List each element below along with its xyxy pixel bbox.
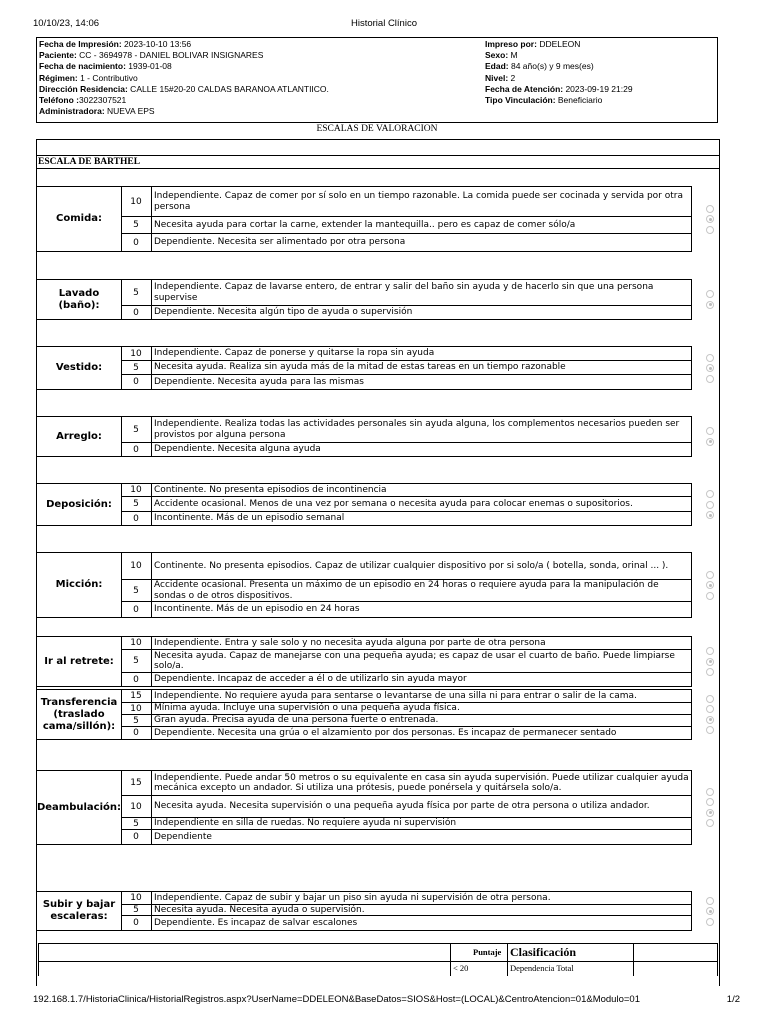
scale-option-row [121,690,691,703]
barthel-title: ESCALA DE BARTHEL [38,157,141,167]
print-datetime: 10/10/23, 14:06 [33,18,100,29]
category-name: Lavado (baño): [58,287,100,311]
option-score: 10 [130,703,142,714]
barthel-category [36,636,692,687]
option-radio[interactable] [706,301,714,309]
option-score: 0 [133,604,139,615]
option-radio[interactable] [706,205,714,213]
option-radio[interactable] [706,647,714,655]
scale-option-row [121,771,691,796]
option-radio[interactable] [706,668,714,676]
scale-option-row [121,443,691,456]
patient-field [39,39,329,50]
browser-header [33,18,735,32]
field-label: Edad: [485,61,509,72]
option-radio[interactable] [706,490,714,498]
option-description: Dependiente. Necesita algún tipo de ayuda o supervisión [154,307,413,318]
section-title: ESCALAS DE VALORACION [316,124,438,134]
option-radio[interactable] [706,907,714,915]
patient-field [39,50,329,61]
puntaje-header: Puntaje [473,947,502,957]
option-score: 5 [133,499,139,509]
option-description: Continente. No presenta episodios. Capaz de utilizar cualquier dispositivo por si solo/a ( botella, sonda, orinal ... ). [154,560,669,571]
option-description: Incontinente. Más de un episodio en 24 horas [154,604,360,615]
scale-option-row [121,280,691,306]
option-description: Independiente. Capaz de comer por sí solo en un tiempo razonable. La comida puede ser cocinada y servida por otra persona [154,191,683,212]
option-score: 5 [133,818,139,829]
field-value: DDELEON [536,39,581,49]
page-url: 192.168.1.7/HistoriaClinica/HistorialRegistros.aspx?UserName=DDELEON&BaseDatos=SIOS&Host=(LOCAL)&CentroAtencion=01&Modulo=01 [33,994,640,1005]
field-value: 3022307521 [78,95,127,106]
scale-option-row [121,234,691,251]
option-radio[interactable] [706,592,714,600]
scale-option-row [121,187,691,217]
option-description: Independiente. No requiere ayuda para sentarse o levantarse de una silla ni para entrar o salir de la cama. [154,690,637,701]
field-label: Dirección Residencia: [39,83,128,94]
patient-field [485,39,633,50]
option-radio[interactable] [706,501,714,509]
option-description: Independiente. Puede andar 50 metros o su equivalente en casa sin ayuda supervisión. Puede utilizar cualquier ayuda mecánica excepto un andador. Si utiliza una prótesis, puede ponérsela y quitársela solo/a. [154,772,689,793]
option-radio[interactable] [706,918,714,926]
option-description: Dependiente. Necesita ayuda para las mismas [154,376,364,387]
option-radio[interactable] [706,438,714,446]
option-description: Dependiente [154,831,212,842]
option-radio[interactable] [706,226,714,234]
field-label: Régimen: [39,72,78,83]
field-value: 1939-01-08 [125,61,172,72]
divider [36,168,720,169]
patient-field [39,84,329,95]
patient-field [485,50,633,61]
scale-option-row [121,217,691,234]
patient-field [485,61,633,72]
category-name: Vestido: [55,362,103,373]
option-description: Gran ayuda. Precisa ayuda de una persona fuerte o entrenada. [154,715,439,726]
scale-option-row [121,703,691,715]
option-description: Dependiente. Necesita alguna ayuda [154,444,321,455]
option-description: Independiente. Capaz de ponerse y quitarse la ropa sin ayuda [154,348,435,359]
scale-option-row [121,497,691,512]
field-value: CALLE 15#20-20 CALDAS BARANOA ATLANTIICO. [127,83,329,94]
scale-option-row [121,830,691,844]
page-number: 1/2 [726,994,740,1005]
scale-option-row [121,553,691,580]
option-description: Dependiente. Incapaz de acceder a él o de utilizarlo sin ayuda mayor [154,674,467,685]
field-value: M [508,50,518,61]
category-name: Subir y bajar escaleras: [42,899,116,922]
category-name: Deambulación: [36,801,122,813]
scale-option-row [121,484,691,497]
scale-option-row [121,796,691,818]
option-score: 10 [130,196,142,207]
option-radio[interactable] [706,788,714,796]
barthel-category [36,689,692,740]
option-description: Dependiente. Necesita ser alimentado por otra persona [154,237,406,248]
clasificacion-value: Dependencia Total [510,963,574,973]
option-radio[interactable] [706,364,714,372]
option-score: 5 [133,220,139,230]
option-score: 0 [133,918,139,928]
patient-field [39,106,329,117]
option-score: 10 [130,638,142,648]
option-description: Necesita ayuda. Capaz de manejarse con una pequeña ayuda; es capaz de usar el cuarto de baño. Puede limpiarse solo/a. [154,650,675,671]
category-name: Ir al retrete: [44,655,114,667]
scale-option-row [121,417,691,443]
category-name: Micción: [55,579,103,590]
puntaje-value: < 20 [453,963,469,973]
divider [36,155,720,156]
option-description: Independiente. Capaz de subir y bajar un piso sin ayuda ni supervisión de otra persona. [154,892,551,903]
option-radio[interactable] [706,658,714,666]
category-name: Arreglo: [56,430,102,442]
browser-footer [33,994,740,1008]
field-value: Beneficiario [555,95,603,106]
patient-info-right [485,39,633,106]
scale-option-row [121,650,691,673]
field-value: 84 año(s) y 9 mes(es) [508,61,594,72]
barthel-category [36,770,692,845]
option-description: Independiente. Capaz de lavarse entero, de entrar y salir del baño sin ayuda y de hacerlo sin que una persona supervise [154,282,654,303]
option-radio[interactable] [706,215,714,223]
scale-option-row [121,580,691,602]
option-score: 5 [133,362,139,373]
field-value: 1 - Contributivo [77,72,138,83]
barthel-category [36,552,692,618]
option-radio[interactable] [706,375,714,383]
barthel-category [36,186,692,252]
option-radio[interactable] [706,695,714,703]
patient-field [39,73,329,84]
scale-option-row [121,715,691,727]
option-radio[interactable] [706,716,714,724]
patient-info-left [39,39,329,117]
option-description: Independiente. Entra y sale solo y no necesita ayuda alguna por parte de otra persona [154,637,546,648]
option-description: Independiente. Realiza todas las actividades personales sin ayuda alguna, los complementos necesarios pueden ser provistos por alguna persona [154,419,680,440]
patient-field [485,73,633,84]
score-table [38,943,718,976]
option-description: Continente. No presenta episodios de incontinencia [154,484,387,495]
scale-option-row [121,375,691,389]
scale-option-row [121,905,691,916]
option-score: 10 [130,561,142,571]
category-name: Deposición: [46,498,112,510]
patient-field [485,95,633,106]
option-score: 10 [130,348,142,359]
option-score: 10 [130,485,142,495]
option-description: Necesita ayuda para cortar la carne, extender la mantequilla.. pero es capaz de comer sólo/a [154,219,576,230]
option-description: Independiente en silla de ruedas. No requiere ayuda ni supervisión [154,818,457,829]
option-description: Necesita ayuda. Necesita supervisión o una pequeña ayuda física por parte de otra persona o utiliza andador. [154,801,650,812]
option-description: Incontinente. Más de un episodio semanal [154,513,345,524]
scale-option-row [121,727,691,739]
barthel-category [36,346,692,390]
patient-field [39,61,329,72]
field-label: Paciente: [39,50,77,61]
field-label: Fecha de nacimiento: [39,61,126,72]
option-radio[interactable] [706,571,714,579]
scale-option-row [121,306,691,319]
scale-option-row [121,637,691,650]
scale-option-row [121,673,691,686]
field-value: CC - 3694978 - DANIEL BOLIVAR INSIGNARES [76,50,264,61]
option-score: 15 [130,778,142,788]
option-score: 10 [130,893,142,903]
field-value: 2023-10-10 13:56 [121,39,192,49]
option-score: 0 [133,728,139,738]
option-description: Necesita ayuda. Necesita ayuda o supervisión. [154,904,365,915]
option-score: 0 [133,237,139,248]
barthel-category [36,279,692,320]
field-label: Nivel: [485,72,509,83]
option-score: 0 [133,513,139,524]
patient-info-box [36,37,718,123]
option-score: 5 [133,585,139,596]
option-score: 10 [130,801,142,812]
scale-option-row [121,361,691,375]
scale-option-row [121,512,691,525]
field-label: Tipo Vinculación: [485,95,556,106]
option-score: 0 [133,444,139,455]
option-score: 0 [133,832,139,842]
scale-option-row [121,602,691,617]
option-score: 5 [133,656,139,666]
document-title: Historial Clínico [351,18,417,29]
option-score: 0 [133,307,139,318]
field-label: Teléfono : [39,95,79,106]
option-score: 5 [133,905,139,915]
option-radio[interactable] [706,354,714,362]
option-description: Mínima ayuda. Incluye una supervisión o una pequeña ayuda física. [154,703,460,714]
option-radio[interactable] [706,581,714,589]
field-label: Administradora: [39,106,105,117]
option-description: Accidente ocasional. Menos de una vez por semana o necesita ayuda para colocar enemas o supositorios. [154,498,633,509]
patient-field [39,95,329,106]
option-score: 0 [133,674,139,685]
barthel-category [36,483,692,526]
scale-option-row [121,347,691,361]
clasificacion-header: Clasificación [510,945,576,959]
option-radio[interactable] [706,897,714,905]
option-description: Dependiente. Necesita una grúa o el alzamiento por dos personas. Es incapaz de permanecer sentado [154,727,617,738]
field-label: Impreso por: [485,39,537,49]
option-score: 5 [133,287,139,298]
scale-option-row [121,892,691,905]
field-value: 2023-09-19 21:29 [563,83,633,94]
field-value: NUEVA EPS [104,106,155,117]
scale-option-row [121,818,691,830]
option-description: Necesita ayuda. Realiza sin ayuda más de la mitad de estas tareas en un tiempo razonable [154,362,566,373]
field-label: Sexo: [485,50,509,61]
option-score: 5 [133,424,139,435]
field-value: 2 [508,72,516,83]
option-radio[interactable] [706,511,714,519]
option-description: Dependiente. Es incapaz de salvar escalones [154,917,358,928]
patient-field [485,84,633,95]
option-radio[interactable] [706,809,714,817]
option-score: 0 [133,377,139,387]
field-label: Fecha de Impresión: [39,39,122,49]
barthel-category [36,416,692,457]
option-score: 5 [133,715,139,726]
barthel-category [36,891,692,931]
option-description: Accidente ocasional. Presenta un máximo de un episodio en 24 horas o requiere ayuda para la manipulación de sondas o de otros dispositivos. [154,580,659,601]
field-label: Fecha de Atención: [485,83,564,94]
option-score: 15 [130,691,142,701]
scale-option-row [121,916,691,930]
category-name: Comida: [56,213,102,224]
category-name: Transferencia (traslado cama/sillón): [40,696,118,732]
